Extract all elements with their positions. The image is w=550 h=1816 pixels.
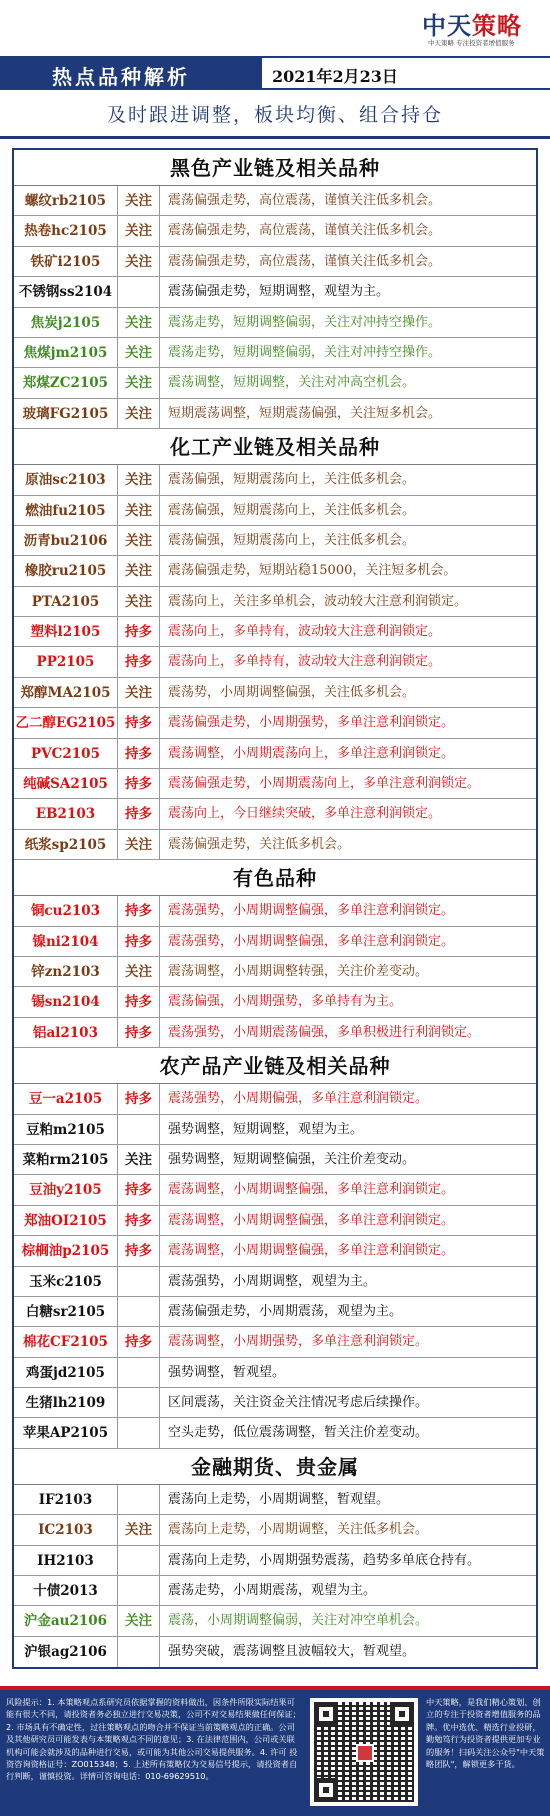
contract-name: 铁矿i2105 [14, 247, 118, 276]
position-tag [118, 1576, 160, 1605]
contract-name: EB2103 [14, 799, 118, 828]
table-row [14, 1485, 536, 1515]
contract-name: 焦炭j2105 [14, 308, 118, 337]
table-row [14, 1418, 536, 1448]
contract-name: 鸡蛋jd2105 [14, 1358, 118, 1387]
position-tag: 关注 [118, 247, 160, 276]
strategy-view: 震荡强势，小周期偏强，多单注意利润锁定。 [168, 1091, 429, 1107]
contract-name: 燃油fu2105 [14, 496, 118, 525]
position-tag: 关注 [118, 556, 160, 585]
table-row [14, 1206, 536, 1236]
position-tag [118, 1418, 160, 1447]
contract-name: 热卷hc2105 [14, 216, 118, 245]
contract-name: 塑料l2105 [14, 617, 118, 646]
position-tag: 持多 [118, 1206, 160, 1235]
contract-name: 玻璃FG2105 [14, 399, 118, 428]
table-row [14, 1175, 536, 1205]
contract-name: 十债2013 [14, 1576, 118, 1605]
position-tag: 关注 [118, 216, 160, 245]
table-row [14, 647, 536, 677]
table-row [14, 186, 536, 216]
position-tag [118, 1637, 160, 1667]
position-tag: 关注 [118, 1145, 160, 1174]
strategy-view: 震荡强势，小周期调整偏强，多单注意利润锁定。 [168, 933, 455, 949]
table-row [14, 1358, 536, 1388]
position-tag: 持多 [118, 617, 160, 646]
position-tag: 持多 [118, 927, 160, 956]
position-tag: 关注 [118, 338, 160, 367]
risk-disclaimer: 风险提示：1. 本策略观点系研究员依据掌握的资料做出，因条件所限实际结果可能有很大不同，请投资者务必独立进行交易决策，公司不对交易结果做任何保证；2. 市场具有不确定性，过往策略观点的吻合并不保证当前策略观点的正确。公司及其他研究员可能发表与本策略观点不同的意见；3. 在法律范围内，公司或关联机构可能会就涉及的品种进行交易，或可能为其他公司交易提供服务。4. 许可 投资咨询资格证号：ZO015348；5. 上述所有策略仅为交易信号提示，请投资者自行判断，谨慎投资。详情可咨询电话：010-69629510。 [6, 1697, 301, 1782]
strategy-view: 震荡向上走势，小周期强势震荡，趋势多单底仓持有。 [168, 1552, 481, 1568]
position-tag [118, 1115, 160, 1144]
table-row [14, 799, 536, 829]
table-row [14, 1606, 536, 1636]
strategy-view: 震荡偏强，小周期强势，多单持有为主。 [168, 994, 403, 1010]
table-row [14, 1297, 536, 1327]
strategy-view: 震荡调整，小周期震荡向上，多单注意利润锁定。 [168, 745, 455, 761]
table-row [14, 399, 536, 429]
strategy-view: 震荡调整，小周期调整偏强，多单注意利润锁定。 [168, 1212, 455, 1228]
position-tag: 持多 [118, 1175, 160, 1204]
position-tag: 持多 [118, 799, 160, 828]
strategy-view: 震荡向上，关注多单机会，波动较大注意利润锁定。 [168, 593, 468, 609]
strategy-view: 震荡走势，小周期震荡，观望为主。 [168, 1583, 377, 1599]
strategy-view: 震荡强势，小周期震荡偏强，多单积极进行利润锁定。 [168, 1024, 481, 1040]
title-band [0, 56, 550, 90]
contract-name: 豆一a2105 [14, 1084, 118, 1113]
contract-name: 沪金au2106 [14, 1606, 118, 1635]
contract-name: 沥青bu2106 [14, 526, 118, 555]
table-row [14, 368, 536, 398]
contract-name: 玉米c2105 [14, 1267, 118, 1296]
strategy-view: 震荡调整，小周期调整偏强，多单注意利润锁定。 [168, 1182, 455, 1198]
position-tag: 持多 [118, 987, 160, 1016]
table-row [14, 1115, 536, 1145]
position-tag: 关注 [118, 957, 160, 986]
contract-name: IH2103 [14, 1546, 118, 1575]
brand-logo [422, 6, 532, 52]
table-row [14, 338, 536, 368]
contract-name: PTA2105 [14, 587, 118, 616]
strategy-view: 震荡调整，小周期强势，多单注意利润锁定。 [168, 1334, 429, 1350]
table-row [14, 1327, 536, 1357]
contract-name: 豆粕m2105 [14, 1115, 118, 1144]
contract-name: 苹果AP2105 [14, 1418, 118, 1447]
contract-name: 生猪lh2109 [14, 1388, 118, 1417]
table-row [14, 769, 536, 799]
strategy-view: 震荡偏强，短期震荡向上，关注低多机会。 [168, 532, 416, 548]
table-row [14, 678, 536, 708]
contract-name: 沪银ag2106 [14, 1637, 118, 1667]
table-row [14, 927, 536, 957]
strategy-view: 震荡调整，短期调整，关注对冲高空机会。 [168, 375, 416, 391]
section-title: 农产品产业链及相关品种 [14, 1048, 536, 1084]
contract-name: PVC2105 [14, 739, 118, 768]
contract-name: PP2105 [14, 647, 118, 676]
table-row [14, 1576, 536, 1606]
table-row [14, 526, 536, 556]
header [0, 0, 550, 58]
strategy-view: 震荡向上，今日继续突破，多单注意利润锁定。 [168, 806, 442, 822]
table-row [14, 277, 536, 307]
strategy-view: 震荡，小周期调整偏弱，关注对冲空单机会。 [168, 1613, 429, 1629]
title-box [0, 58, 262, 88]
table-row [14, 1637, 536, 1667]
contract-name: 原油sc2103 [14, 465, 118, 494]
position-tag: 关注 [118, 308, 160, 337]
table-row [14, 1084, 536, 1114]
strategy-view: 震荡偏强，短期震荡向上，关注低多机会。 [168, 502, 416, 518]
footer [0, 1686, 550, 1816]
position-tag: 关注 [118, 526, 160, 555]
strategy-view: 震荡偏强，短期震荡向上，关注低多机会。 [168, 472, 416, 488]
contract-name: 纯碱SA2105 [14, 769, 118, 798]
strategy-view: 震荡调整，小周期调整偏强，多单注意利润锁定。 [168, 1243, 455, 1259]
table-row [14, 556, 536, 586]
position-tag: 关注 [118, 465, 160, 494]
contract-name: 铜cu2103 [14, 896, 118, 925]
strategy-view: 震荡强势，小周期调整偏强，多单注意利润锁定。 [168, 903, 455, 919]
strategy-view: 震荡偏强走势，小周期震荡，观望为主。 [168, 1303, 403, 1319]
strategy-view: 震荡偏强走势，短期调整，观望为主。 [168, 284, 390, 300]
strategy-view: 强势调整，暂观望。 [168, 1364, 286, 1380]
table-row [14, 1388, 536, 1418]
strategy-view: 震荡强势，小周期调整，观望为主。 [168, 1273, 377, 1289]
report-date: 2021年2月23日 [272, 67, 398, 86]
strategy-view: 震荡调整，小周期调整转强，关注价差变动。 [168, 963, 429, 979]
contract-name: 棉花CF2105 [14, 1327, 118, 1356]
table-row [14, 1236, 536, 1266]
promo-text: 中天策略，是我们精心策划、创立的专注于投资者增值服务的品牌。优中选优、精选行业投研，勤勉笃行为投资者提供更加专业的服务！扫码关注公众号"中天策略团队"，解锁更多干货。 [426, 1697, 545, 1770]
position-tag: 关注 [118, 678, 160, 707]
page-title: 热点品种解析 [52, 65, 190, 89]
table-row [14, 1267, 536, 1297]
position-tag: 关注 [118, 496, 160, 525]
contract-name: 豆油y2105 [14, 1175, 118, 1204]
strategy-view: 震荡走势，短期调整偏弱，关注对冲持空操作。 [168, 344, 442, 360]
page-subtitle: 及时跟进调整，板块均衡、组合持仓 [106, 104, 443, 126]
table-row [14, 957, 536, 987]
section-title: 化工产业链及相关品种 [14, 429, 536, 465]
table-row [14, 830, 536, 860]
position-tag [118, 277, 160, 306]
table-row [14, 987, 536, 1017]
strategy-view: 震荡偏强走势，高位震荡，谨慎关注低多机会。 [168, 193, 442, 208]
contract-name: 锡sn2104 [14, 987, 118, 1016]
position-tag: 关注 [118, 399, 160, 428]
contract-name: 郑煤ZC2105 [14, 368, 118, 397]
contract-name: 螺纹rb2105 [14, 186, 118, 215]
strategy-view: 震荡偏强走势，短期站稳15000，关注短多机会。 [168, 563, 457, 579]
strategy-view: 震荡偏强走势，高位震荡，谨慎关注低多机会。 [168, 223, 442, 239]
position-tag: 持多 [118, 739, 160, 768]
strategy-view: 震荡偏强走势，小周期震荡向上，多单注意利润锁定。 [168, 776, 481, 792]
table-row [14, 1546, 536, 1576]
table-row [14, 465, 536, 495]
logo-wordmark: 中天策略 [422, 12, 522, 40]
position-tag [118, 1546, 160, 1575]
position-tag: 持多 [118, 1018, 160, 1047]
contract-name: IF2103 [14, 1485, 118, 1514]
strategy-view: 震荡偏强走势，高位震荡，谨慎关注低多机会。 [168, 253, 442, 269]
section-title: 金融期货、贵金属 [14, 1449, 536, 1485]
contract-name: 橡胶ru2105 [14, 556, 118, 585]
strategy-view: 震荡偏强走势，小周期强势，多单注意利润锁定。 [168, 715, 455, 731]
table-row [14, 216, 536, 246]
position-tag: 持多 [118, 896, 160, 925]
strategy-view: 震荡走势，短期调整偏弱，关注对冲持空操作。 [168, 314, 442, 330]
strategy-view: 强势调整，短期调整偏强，关注价差变动。 [168, 1151, 416, 1167]
analysis-table [12, 148, 538, 1669]
position-tag: 关注 [118, 830, 160, 859]
position-tag: 关注 [118, 368, 160, 397]
position-tag [118, 1267, 160, 1296]
table-row [14, 1018, 536, 1048]
strategy-view: 震荡偏强走势，关注低多机会。 [168, 836, 351, 852]
position-tag: 关注 [118, 587, 160, 616]
contract-name: 郑油OI2105 [14, 1206, 118, 1235]
table-row [14, 496, 536, 526]
contract-name: 不锈钢ss2104 [14, 277, 118, 306]
contract-name: 铝al2103 [14, 1018, 118, 1047]
contract-name: 纸浆sp2105 [14, 830, 118, 859]
strategy-view: 强势突破，震荡调整且波幅较大，暂观望。 [168, 1643, 416, 1659]
position-tag: 持多 [118, 1236, 160, 1265]
strategy-view: 强势调整，短期调整，观望为主。 [168, 1121, 364, 1137]
contract-name: 乙二醇EG2105 [14, 708, 118, 737]
contract-name: 焦煤jm2105 [14, 338, 118, 367]
contract-name: 白糖sr2105 [14, 1297, 118, 1326]
contract-name: 棕榈油p2105 [14, 1236, 118, 1265]
table-row [14, 247, 536, 277]
strategy-view: 震荡势，小周期调整偏强，关注低多机会。 [168, 684, 416, 700]
strategy-view: 震荡向上，多单持有，波动较大注意利润锁定。 [168, 624, 442, 640]
position-tag: 关注 [118, 1606, 160, 1635]
position-tag: 关注 [118, 186, 160, 215]
strategy-view: 震荡向上走势，小周期调整，关注低多机会。 [168, 1522, 429, 1538]
position-tag [118, 1388, 160, 1417]
contract-name: 菜粕rm2105 [14, 1145, 118, 1174]
table-row [14, 1145, 536, 1175]
contract-name: 锌zn2103 [14, 957, 118, 986]
qr-code-icon[interactable] [310, 1698, 418, 1806]
table-row [14, 708, 536, 738]
table-row [14, 587, 536, 617]
table-row [14, 1515, 536, 1545]
strategy-view: 空头走势，低位震荡调整，暂关注价差变动。 [168, 1425, 429, 1441]
logo-tagline: 中天策略 专注投资者增值服务 [428, 39, 515, 47]
position-tag [118, 1485, 160, 1514]
strategy-view: 区间震荡，关注资金关注情况考虑后续操作。 [168, 1395, 429, 1411]
contract-name: 郑醇MA2105 [14, 678, 118, 707]
position-tag: 持多 [118, 647, 160, 676]
section-title: 有色品种 [14, 860, 536, 896]
contract-name: IC2103 [14, 1515, 118, 1544]
position-tag [118, 1358, 160, 1387]
strategy-view: 震荡向上，多单持有，波动较大注意利润锁定。 [168, 654, 442, 670]
section-title: 黑色产业链及相关品种 [14, 150, 536, 186]
position-tag [118, 1297, 160, 1326]
position-tag: 关注 [118, 1515, 160, 1544]
position-tag: 持多 [118, 1084, 160, 1113]
table-row [14, 617, 536, 647]
strategy-view: 短期震荡调整，短期震荡偏强，关注短多机会。 [168, 405, 442, 421]
position-tag: 持多 [118, 708, 160, 737]
contract-name: 镍ni2104 [14, 927, 118, 956]
position-tag: 持多 [118, 1327, 160, 1356]
divider [0, 136, 550, 139]
position-tag: 持多 [118, 769, 160, 798]
strategy-view: 震荡向上走势，小周期调整，暂观望。 [168, 1491, 390, 1507]
table-row [14, 308, 536, 338]
table-row [14, 896, 536, 926]
table-row [14, 739, 536, 769]
